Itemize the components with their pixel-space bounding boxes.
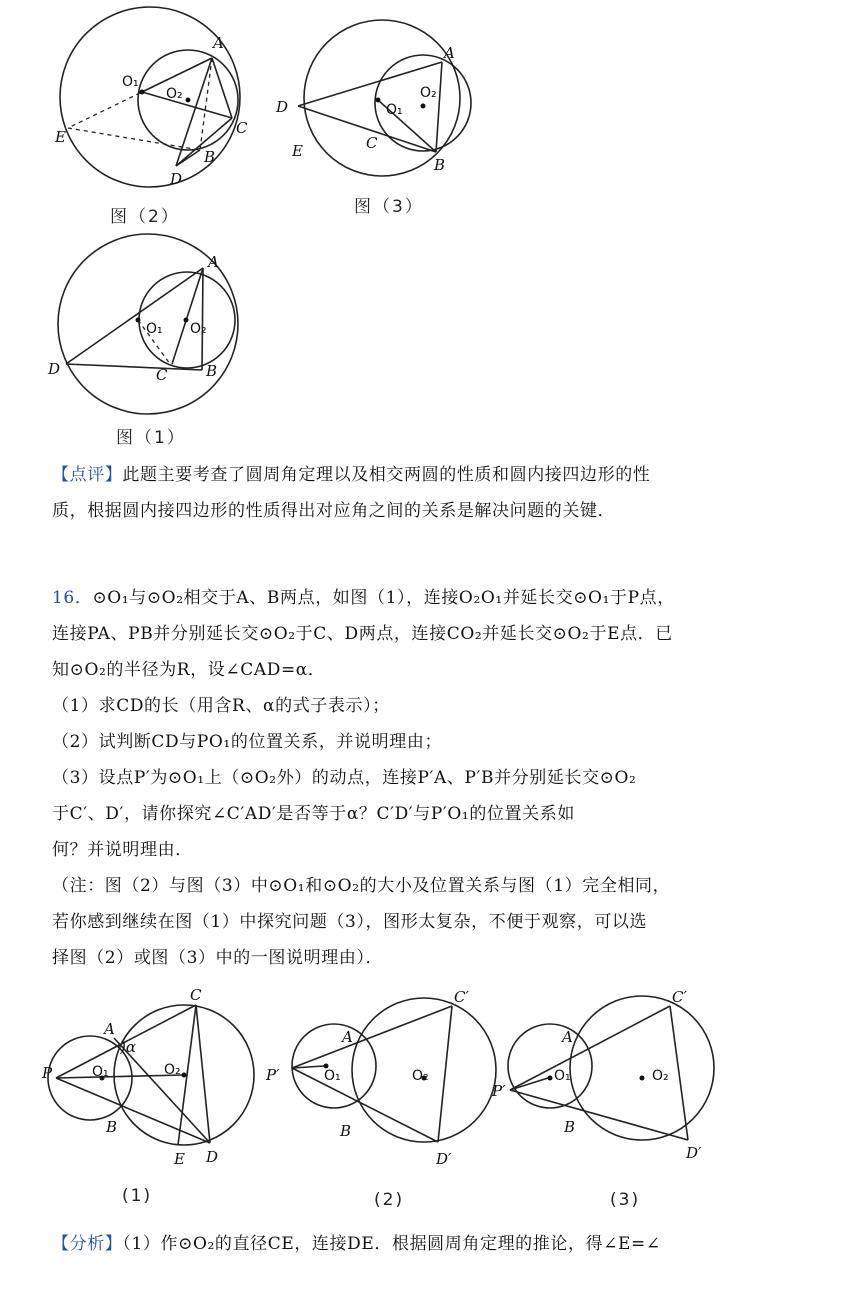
segment [196, 1005, 210, 1143]
label-a: A [562, 1028, 573, 1046]
figure-bottom-1 [40, 980, 270, 1180]
label-p: P [42, 1064, 53, 1082]
label-b: B [434, 156, 446, 174]
caption-bottom-1: (1) [122, 1186, 153, 1206]
label-d: D [206, 1148, 219, 1166]
label-o1: O₁ [554, 1068, 571, 1084]
figure-bottom-1-diagram [40, 980, 270, 1180]
caption-top-2: 图（2） [110, 207, 180, 227]
label-c: C [236, 119, 248, 137]
comment-text: 此题主要考查了圆周角定理以及相交两圆的性质和圆内接四边形的性 [122, 465, 651, 485]
analysis-tag: 【分析】 [52, 1234, 123, 1254]
label-b: B [206, 362, 218, 380]
circle-o1 [508, 1024, 592, 1108]
label-c: C′ [672, 988, 687, 1006]
dashed-segment [68, 128, 200, 150]
analysis-line-1 [52, 1226, 832, 1262]
figure-bottom-2 [262, 980, 502, 1180]
label-d: D′ [436, 1150, 452, 1168]
problem-text: ⊙O₁与⊙O₂相交于A、B两点，如图（1），连接O₂O₁并延长交⊙O₁于P点， [92, 588, 675, 608]
segment [202, 268, 203, 370]
segment [66, 268, 203, 364]
label-p: P′ [492, 1082, 506, 1100]
label-a: A [444, 44, 455, 62]
label-d: D′ [686, 1144, 702, 1162]
label-o1: O₁ [122, 74, 139, 90]
segment [172, 268, 203, 364]
figure-top-3-diagram [260, 0, 500, 200]
figure-top-1 [0, 230, 260, 420]
label-c: C [190, 986, 202, 1004]
segment [670, 1006, 688, 1140]
note-line-1: （注：图（2）与图（3）中⊙O₁和⊙O₂的大小及位置关系与图（1）完全相同， [52, 876, 671, 896]
label-b: B [204, 148, 216, 166]
label-o2: O₂ [190, 321, 207, 337]
problem-line-1 [52, 580, 832, 616]
comment-line-2: 质，根据圆内接四边形的性质得出对应角之间的关系是解决问题的关键． [52, 501, 616, 521]
label-o2: O₂ [420, 85, 437, 101]
point-o2 [184, 318, 189, 323]
point-o2 [186, 98, 191, 103]
problem-line-3: 知⊙O₂的半径为R，设∠CAD=α． [52, 660, 326, 680]
figure-top-2 [0, 0, 260, 230]
caption-bottom-2: (2) [374, 1190, 405, 1210]
question-1: （1）求CD的长（用含R、α的式子表示）； [52, 696, 390, 716]
label-o2: O₂ [164, 1062, 181, 1078]
label-o1: O₁ [324, 1068, 341, 1084]
label-a: A [208, 253, 219, 271]
label-c: C [366, 134, 378, 152]
label-c: C [156, 366, 168, 384]
point-o2 [182, 1073, 187, 1078]
label-o2: O₂ [412, 1068, 429, 1084]
figure-bottom-3 [490, 980, 730, 1180]
segment [212, 58, 232, 118]
label-e: E [292, 142, 303, 160]
segment [56, 1078, 210, 1143]
circle-o1 [292, 1024, 376, 1108]
label-alpha: )α [120, 1038, 136, 1056]
point-o1 [136, 318, 141, 323]
segment [436, 62, 442, 152]
problem-number: 16． [52, 588, 93, 608]
label-o1: O₁ [92, 1064, 109, 1080]
label-b: B [106, 1118, 118, 1136]
caption-top-3: 图（3） [354, 197, 424, 217]
point-o2 [640, 1076, 645, 1081]
label-p: P′ [266, 1066, 280, 1084]
label-e: E [55, 128, 66, 146]
label-e: E [174, 1150, 185, 1168]
segment [292, 1006, 452, 1068]
label-a: A [104, 1020, 115, 1038]
note-line-2: 若你感到继续在图（1）中探究问题（3），图形太复杂，不便于观察，可以选 [52, 912, 648, 932]
label-b: B [564, 1118, 576, 1136]
label-d: D [48, 360, 61, 378]
segment [438, 1006, 452, 1142]
figure-top-2-diagram [0, 0, 260, 230]
label-b: B [340, 1122, 352, 1140]
label-d: D [170, 170, 183, 188]
caption-bottom-3: (3) [610, 1190, 641, 1210]
segment [510, 1090, 688, 1140]
question-3-line-1: （3）设点P′为⊙O₁上（⊙O₂外）的动点，连接P′A、P′B并分别延长交⊙O₂ [52, 768, 637, 788]
note-line-3: 择图（2）或图（3）中的一图说明理由）． [52, 948, 384, 968]
figure-bottom-2-diagram [262, 980, 502, 1180]
problem-line-2: 连接PA、PB并分别延长交⊙O₂于C、D两点，连接CO₂并延长交⊙O₂于E点．已 [52, 624, 673, 644]
comment-line-1 [52, 457, 832, 493]
question-3-line-3: 何？并说明理由． [52, 840, 193, 860]
label-o1: O₁ [146, 321, 163, 337]
label-a: A [342, 1028, 353, 1046]
question-2: （2）试判断CD与PO₁的位置关系，并说明理由； [52, 732, 443, 752]
point-o1 [548, 1076, 553, 1081]
segment [142, 92, 232, 118]
point-o1 [140, 90, 145, 95]
label-o2: O₂ [652, 1068, 669, 1084]
point-o2 [421, 104, 426, 109]
figure-bottom-3-diagram [490, 980, 730, 1180]
segment [176, 150, 200, 166]
analysis-text: （1）作⊙O₂的直径CE，连接DE．根据圆周角定理的推论，得∠E=∠ [122, 1234, 661, 1254]
label-a: A [213, 34, 224, 52]
caption-top-1: 图（1） [116, 428, 186, 448]
label-d: D [276, 98, 289, 116]
comment-tag: 【点评】 [52, 465, 123, 485]
figure-top-1-diagram [0, 230, 260, 420]
point-o1 [376, 98, 381, 103]
question-3-line-2: 于C′、D′，请你探究∠C′AD′是否等于α？C′D′与P′O₁的位置关系如 [52, 804, 575, 824]
figure-top-3 [260, 0, 500, 200]
label-o1: O₁ [386, 102, 403, 118]
label-c: C′ [454, 988, 469, 1006]
label-o2: O₂ [166, 86, 183, 102]
